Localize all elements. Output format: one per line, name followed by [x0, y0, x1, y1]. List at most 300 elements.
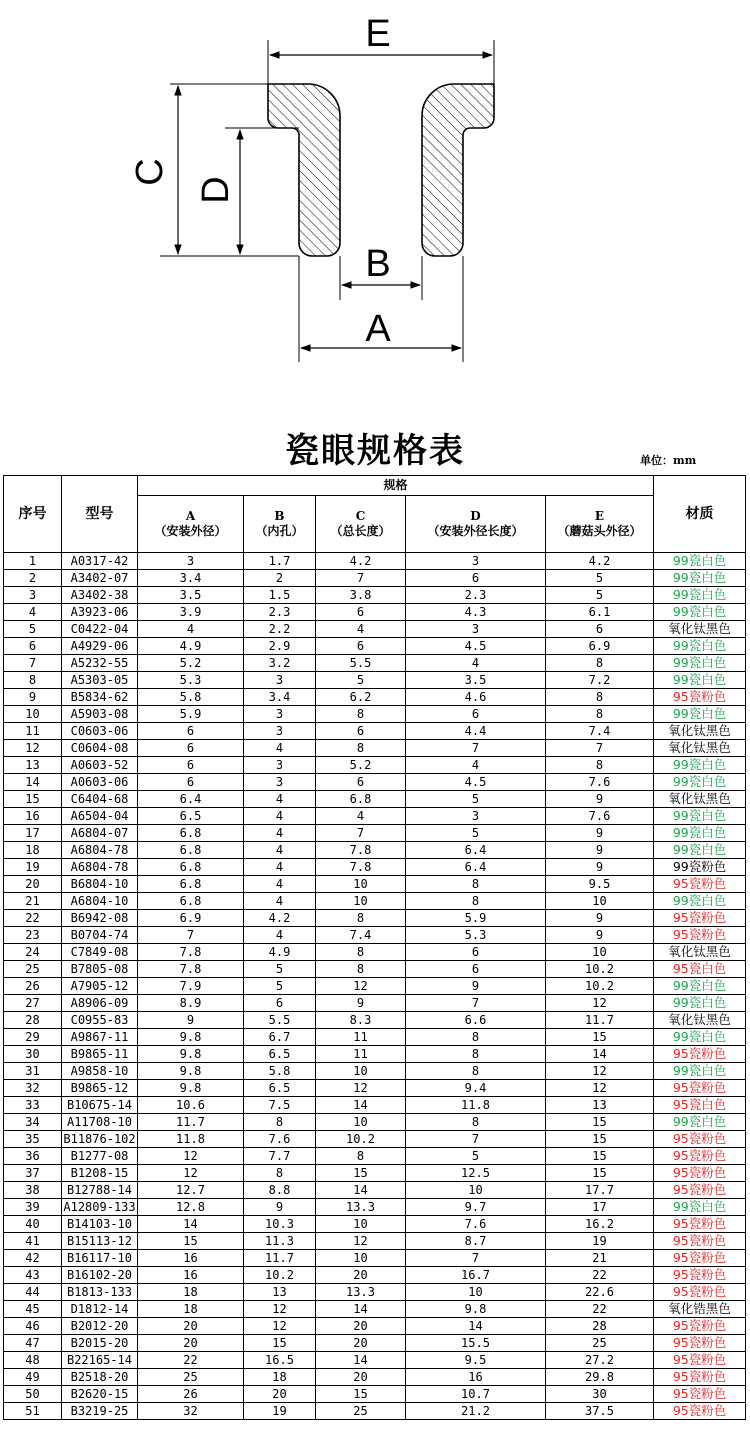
cell-model: B11876-102 — [63, 1132, 136, 1146]
cell-c: 7 — [316, 825, 406, 842]
cell-no: 14 — [4, 774, 62, 791]
table-row — [4, 1250, 746, 1267]
cell-c: 20 — [316, 1369, 406, 1386]
cell-e: 10.2 — [546, 961, 654, 978]
cell-no: 38 — [4, 1182, 62, 1199]
cell-d: 10 — [406, 1182, 546, 1199]
cell-material: 95瓷粉色 — [654, 1182, 746, 1199]
cell-a: 10.6 — [138, 1097, 244, 1114]
cell-b: 20 — [244, 1386, 316, 1403]
table-row — [4, 655, 746, 672]
cell-no: 32 — [4, 1080, 62, 1097]
dim-label-b: B — [365, 243, 391, 285]
cell-a: 12 — [138, 1165, 244, 1182]
cell-c: 13.3 — [316, 1199, 406, 1216]
cell-d: 4.4 — [406, 723, 546, 740]
table-row — [4, 1182, 746, 1199]
cell-material: 99瓷白色 — [654, 638, 746, 655]
cell-c: 6 — [316, 638, 406, 655]
cell-d: 9.5 — [406, 1352, 546, 1369]
cell-no: 2 — [4, 570, 62, 587]
table-row — [4, 1199, 746, 1216]
dim-label-c: C — [129, 158, 172, 186]
cell-e: 9 — [546, 791, 654, 808]
cell-d: 9 — [406, 978, 546, 995]
cell-a: 3 — [138, 553, 244, 570]
cell-model: B1208-15 — [62, 1165, 138, 1182]
table-row — [4, 1029, 746, 1046]
cell-b: 1.5 — [244, 587, 316, 604]
cell-d: 2.3 — [406, 587, 546, 604]
cell-model: B22165-14 — [62, 1352, 138, 1369]
table-row — [4, 723, 746, 740]
cell-a: 7.8 — [138, 944, 244, 961]
cell-a: 6 — [138, 723, 244, 740]
cell-b: 2.2 — [244, 621, 316, 638]
table-row — [4, 1352, 746, 1369]
cell-no: 45 — [4, 1301, 62, 1318]
cell-e: 15 — [546, 1131, 654, 1148]
eyelet-right-section — [422, 84, 494, 256]
cell-e: 14 — [546, 1046, 654, 1063]
cell-b: 4 — [244, 859, 316, 876]
cell-d: 5 — [406, 1148, 546, 1165]
table-row — [4, 791, 746, 808]
cell-b: 9 — [244, 1199, 316, 1216]
cell-c: 6.2 — [316, 689, 406, 706]
cell-e: 10 — [546, 944, 654, 961]
cell-a: 3.5 — [138, 587, 244, 604]
table-row — [4, 978, 746, 995]
cell-c: 8.3 — [316, 1012, 406, 1029]
table-row — [4, 1318, 746, 1335]
cell-b: 12 — [244, 1318, 316, 1335]
eyelet-left-section — [268, 84, 340, 256]
cell-model: B9865-12 — [62, 1080, 138, 1097]
cell-model: C0422-04 — [62, 621, 138, 638]
cell-b: 6.5 — [244, 1080, 316, 1097]
cell-d: 15.5 — [406, 1335, 546, 1352]
cell-e: 37.5 — [546, 1403, 654, 1420]
cell-a: 5.8 — [138, 689, 244, 706]
table-row — [4, 1063, 746, 1080]
cell-model: A6504-04 — [62, 808, 138, 825]
cell-c: 7.4 — [316, 927, 406, 944]
cell-material: 氧化锆黑色 — [654, 1301, 746, 1318]
cell-e: 15 — [546, 1165, 654, 1182]
cell-b: 4 — [244, 893, 316, 910]
cell-a: 12.8 — [138, 1199, 244, 1216]
header-a: A （安装外径） — [138, 496, 244, 553]
cell-no: 27 — [4, 995, 62, 1012]
cell-a: 32 — [138, 1403, 244, 1420]
cell-e: 6 — [546, 621, 654, 638]
cell-no: 36 — [4, 1148, 62, 1165]
cell-e: 9 — [546, 859, 654, 876]
cell-a: 7.9 — [138, 978, 244, 995]
cell-b: 4.9 — [244, 944, 316, 961]
cell-material: 99瓷白色 — [654, 825, 746, 842]
table-row — [4, 706, 746, 723]
dim-label-d: D — [195, 176, 238, 204]
cell-e: 30 — [546, 1386, 654, 1403]
table-row — [4, 1165, 746, 1182]
cell-e: 7 — [546, 740, 654, 757]
cell-no: 13 — [4, 757, 62, 774]
cell-material: 99瓷白色 — [654, 978, 746, 995]
cell-a: 6 — [138, 757, 244, 774]
spec-table — [3, 475, 746, 1420]
cell-model: A4929-06 — [62, 638, 138, 655]
cell-no: 1 — [4, 553, 62, 570]
cell-d: 4 — [406, 655, 546, 672]
cell-material: 95瓷粉色 — [654, 1165, 746, 1182]
cell-material: 95瓷粉色 — [654, 1080, 746, 1097]
table-row — [4, 1301, 746, 1318]
cell-b: 6.5 — [244, 1046, 316, 1063]
cell-b: 10.3 — [244, 1216, 316, 1233]
cell-model: A0603-52 — [62, 757, 138, 774]
cell-material: 99瓷白色 — [654, 587, 746, 604]
cell-c: 8 — [316, 910, 406, 927]
cell-b: 4 — [244, 808, 316, 825]
cell-c: 15 — [316, 1386, 406, 1403]
cell-d: 21.2 — [406, 1403, 546, 1420]
cell-material: 99瓷白色 — [654, 1063, 746, 1080]
cell-e: 7.6 — [546, 808, 654, 825]
cell-no: 21 — [4, 893, 62, 910]
cell-material: 氧化钛黑色 — [654, 791, 746, 808]
cell-model: C6404-68 — [62, 791, 138, 808]
cell-a: 25 — [138, 1369, 244, 1386]
cell-model: A3402-07 — [62, 570, 138, 587]
cell-e: 10 — [546, 893, 654, 910]
cell-no: 20 — [4, 876, 62, 893]
table-row — [4, 689, 746, 706]
cell-c: 8 — [316, 961, 406, 978]
cell-d: 5 — [406, 791, 546, 808]
cell-a: 9.8 — [138, 1080, 244, 1097]
cell-b: 3 — [244, 757, 316, 774]
cell-model: B12788-14 — [62, 1182, 138, 1199]
cell-d: 14 — [406, 1318, 546, 1335]
cell-no: 17 — [4, 825, 62, 842]
cell-model: B6942-08 — [62, 910, 138, 927]
cell-model: B15113-12 — [62, 1233, 138, 1250]
cell-c: 25 — [316, 1403, 406, 1420]
cell-model: A3923-06 — [62, 604, 138, 621]
cell-model: B7805-08 — [62, 961, 138, 978]
cell-no: 9 — [4, 689, 62, 706]
cell-e: 4.2 — [546, 553, 654, 570]
cell-no: 30 — [4, 1046, 62, 1063]
cell-c: 10 — [316, 1063, 406, 1080]
cell-model: B2620-15 — [62, 1386, 138, 1403]
cell-b: 1.7 — [244, 553, 316, 570]
cell-model: A11708-10 — [62, 1114, 138, 1131]
cell-e: 28 — [546, 1318, 654, 1335]
table-row — [4, 1386, 746, 1403]
cell-b: 8 — [244, 1114, 316, 1131]
cell-b: 6 — [244, 995, 316, 1012]
cell-b: 10.2 — [244, 1267, 316, 1284]
cell-no: 25 — [4, 961, 62, 978]
cell-model: B1277-08 — [62, 1148, 138, 1165]
cell-e: 13 — [546, 1097, 654, 1114]
table-row — [4, 570, 746, 587]
cell-material: 95瓷粉色 — [654, 1046, 746, 1063]
cell-model: B6804-10 — [62, 876, 138, 893]
table-row — [4, 995, 746, 1012]
cell-e: 15 — [546, 1114, 654, 1131]
cell-a: 11.7 — [138, 1114, 244, 1131]
cell-a: 6 — [138, 774, 244, 791]
cell-no: 35 — [4, 1131, 62, 1148]
cell-no: 12 — [4, 740, 62, 757]
cell-b: 4 — [244, 791, 316, 808]
cell-no: 6 — [4, 638, 62, 655]
cell-d: 5 — [406, 825, 546, 842]
dim-label-e: E — [365, 13, 391, 55]
cell-material: 95瓷粉色 — [654, 1284, 746, 1301]
cell-e: 6.1 — [546, 604, 654, 621]
header-d: D （安装外径长度） — [406, 496, 546, 553]
cell-material: 99瓷白色 — [654, 604, 746, 621]
cell-c: 20 — [316, 1335, 406, 1352]
cell-no: 26 — [4, 978, 62, 995]
cell-b: 5.5 — [244, 1012, 316, 1029]
cell-c: 8 — [316, 944, 406, 961]
cell-no: 39 — [4, 1199, 62, 1216]
table-row — [4, 774, 746, 791]
cell-d: 5.9 — [406, 910, 546, 927]
cell-a: 6.8 — [138, 825, 244, 842]
cell-c: 11 — [316, 1046, 406, 1063]
cell-a: 6.8 — [138, 842, 244, 859]
cell-material: 95瓷粉色 — [654, 1216, 746, 1233]
cell-model: B14103-10 — [62, 1216, 138, 1233]
cell-material: 95瓷粉色 — [654, 1148, 746, 1165]
cell-model: C0604-08 — [62, 740, 138, 757]
cell-model: A6804-78 — [62, 859, 138, 876]
cell-material: 99瓷白色 — [654, 672, 746, 689]
cell-no: 28 — [4, 1012, 62, 1029]
cell-a: 9.8 — [138, 1063, 244, 1080]
cell-material: 氧化钛黑色 — [654, 740, 746, 757]
cell-c: 14 — [316, 1301, 406, 1318]
cell-e: 17 — [546, 1199, 654, 1216]
cell-material: 95瓷粉色 — [654, 1335, 746, 1352]
cell-e: 7.2 — [546, 672, 654, 689]
cell-a: 16 — [138, 1250, 244, 1267]
cell-b: 7.6 — [244, 1131, 316, 1148]
cell-c: 12 — [316, 1233, 406, 1250]
cell-d: 4 — [406, 757, 546, 774]
header-b: B （内孔） — [244, 496, 316, 553]
cell-no: 10 — [4, 706, 62, 723]
cell-no: 37 — [4, 1165, 62, 1182]
cell-material: 95瓷粉色 — [654, 1267, 746, 1284]
cell-material: 99瓷白色 — [654, 893, 746, 910]
cell-a: 8.9 — [138, 995, 244, 1012]
cell-e: 22.6 — [546, 1284, 654, 1301]
cell-d: 4.6 — [406, 689, 546, 706]
cell-no: 31 — [4, 1063, 62, 1080]
cell-e: 7.4 — [546, 723, 654, 740]
cell-d: 3 — [406, 621, 546, 638]
cell-a: 9 — [138, 1012, 244, 1029]
cell-a: 18 — [138, 1284, 244, 1301]
cell-b: 2.9 — [244, 638, 316, 655]
cell-material: 99瓷白色 — [654, 553, 746, 570]
cell-e: 5 — [546, 570, 654, 587]
cell-model: A7905-12 — [62, 978, 138, 995]
cell-c: 9 — [316, 995, 406, 1012]
cell-e: 21 — [546, 1250, 654, 1267]
cell-a: 20 — [138, 1335, 244, 1352]
cell-a: 3.4 — [138, 570, 244, 587]
cell-no: 19 — [4, 859, 62, 876]
table-row — [4, 1080, 746, 1097]
cell-c: 6 — [316, 723, 406, 740]
cell-b: 16.5 — [244, 1352, 316, 1369]
cell-a: 22 — [138, 1352, 244, 1369]
cell-d: 10.7 — [406, 1386, 546, 1403]
cell-material: 99瓷白色 — [654, 570, 746, 587]
cell-d: 16.7 — [406, 1267, 546, 1284]
table-row — [4, 808, 746, 825]
cell-no: 47 — [4, 1335, 62, 1352]
cell-material: 99瓷白色 — [654, 1114, 746, 1131]
table-row — [4, 944, 746, 961]
header-spec: 规格 — [138, 476, 654, 496]
cell-c: 20 — [316, 1267, 406, 1284]
cell-c: 4 — [316, 621, 406, 638]
cell-model: A8906-09 — [62, 995, 138, 1012]
cell-c: 8 — [316, 1148, 406, 1165]
cell-e: 12 — [546, 1080, 654, 1097]
cell-model: C0955-83 — [62, 1012, 138, 1029]
cell-b: 5 — [244, 978, 316, 995]
cell-d: 7 — [406, 1250, 546, 1267]
cell-model: B5834-62 — [62, 689, 138, 706]
cell-d: 6.4 — [406, 859, 546, 876]
cell-c: 6 — [316, 774, 406, 791]
cell-b: 15 — [244, 1335, 316, 1352]
cell-e: 5 — [546, 587, 654, 604]
cell-material: 99瓷白色 — [654, 774, 746, 791]
cell-material: 95瓷粉色 — [654, 1318, 746, 1335]
cell-d: 7 — [406, 1131, 546, 1148]
cell-no: 40 — [4, 1216, 62, 1233]
cell-a: 5.3 — [138, 672, 244, 689]
cell-model: A9858-10 — [62, 1063, 138, 1080]
cell-no: 51 — [4, 1403, 62, 1420]
cell-c: 5.2 — [316, 757, 406, 774]
cell-a: 9.8 — [138, 1029, 244, 1046]
cell-material: 99瓷白色 — [654, 655, 746, 672]
cell-material: 95瓷粉色 — [654, 910, 746, 927]
cell-c: 20 — [316, 1318, 406, 1335]
cell-d: 8 — [406, 893, 546, 910]
cell-a: 4 — [138, 621, 244, 638]
table-row — [4, 825, 746, 842]
table-row — [4, 1114, 746, 1131]
cell-no: 24 — [4, 944, 62, 961]
cell-d: 8 — [406, 876, 546, 893]
cell-a: 11.8 — [138, 1131, 244, 1148]
cell-e: 19 — [546, 1233, 654, 1250]
cell-material: 95瓷粉色 — [654, 876, 746, 893]
cell-c: 3.8 — [316, 587, 406, 604]
cell-d: 6 — [406, 961, 546, 978]
cell-e: 9.5 — [546, 876, 654, 893]
cell-c: 5 — [316, 672, 406, 689]
cell-d: 5.3 — [406, 927, 546, 944]
cell-e: 25 — [546, 1335, 654, 1352]
cell-d: 6.4 — [406, 842, 546, 859]
cell-no: 4 — [4, 604, 62, 621]
cell-d: 12.5 — [406, 1165, 546, 1182]
cell-b: 3 — [244, 723, 316, 740]
cell-model: B2518-20 — [62, 1369, 138, 1386]
table-row — [4, 1403, 746, 1420]
cell-model: A9867-11 — [62, 1029, 138, 1046]
table-row — [4, 1369, 746, 1386]
cell-model: B1813-133 — [62, 1284, 138, 1301]
cell-c: 13.3 — [316, 1284, 406, 1301]
cell-material: 95瓷白色 — [654, 1097, 746, 1114]
cell-d: 8.7 — [406, 1233, 546, 1250]
header-no: 序号 — [4, 476, 62, 553]
cell-model: B3219-25 — [62, 1403, 138, 1420]
table-row — [4, 893, 746, 910]
cell-no: 16 — [4, 808, 62, 825]
cell-d: 3.5 — [406, 672, 546, 689]
cell-b: 8.8 — [244, 1182, 316, 1199]
cell-c: 14 — [316, 1182, 406, 1199]
cell-model: A5303-05 — [62, 672, 138, 689]
table-row — [4, 604, 746, 621]
cell-c: 11 — [316, 1029, 406, 1046]
cell-c: 7.8 — [316, 859, 406, 876]
table-row — [4, 927, 746, 944]
cell-d: 4.5 — [406, 774, 546, 791]
cell-d: 7.6 — [406, 1216, 546, 1233]
header-model: 型号 — [62, 476, 138, 553]
cell-a: 6.5 — [138, 808, 244, 825]
cell-b: 19 — [244, 1403, 316, 1420]
cell-a: 3.9 — [138, 604, 244, 621]
cell-c: 14 — [316, 1352, 406, 1369]
cell-model: B2015-20 — [62, 1335, 138, 1352]
cell-material: 95瓷粉色 — [654, 1369, 746, 1386]
cell-a: 6.8 — [138, 893, 244, 910]
cell-model: C0603-06 — [62, 723, 138, 740]
cell-material: 99瓷白色 — [654, 757, 746, 774]
cell-b: 4 — [244, 740, 316, 757]
cell-no: 48 — [4, 1352, 62, 1369]
cell-a: 6.8 — [138, 859, 244, 876]
cell-material: 99瓷白色 — [654, 995, 746, 1012]
cell-model: A6804-07 — [62, 825, 138, 842]
cell-e: 9 — [546, 927, 654, 944]
cell-e: 16.2 — [546, 1216, 654, 1233]
cell-model: A6804-78 — [62, 842, 138, 859]
table-row — [4, 910, 746, 927]
cell-e: 8 — [546, 706, 654, 723]
cell-c: 10 — [316, 1114, 406, 1131]
